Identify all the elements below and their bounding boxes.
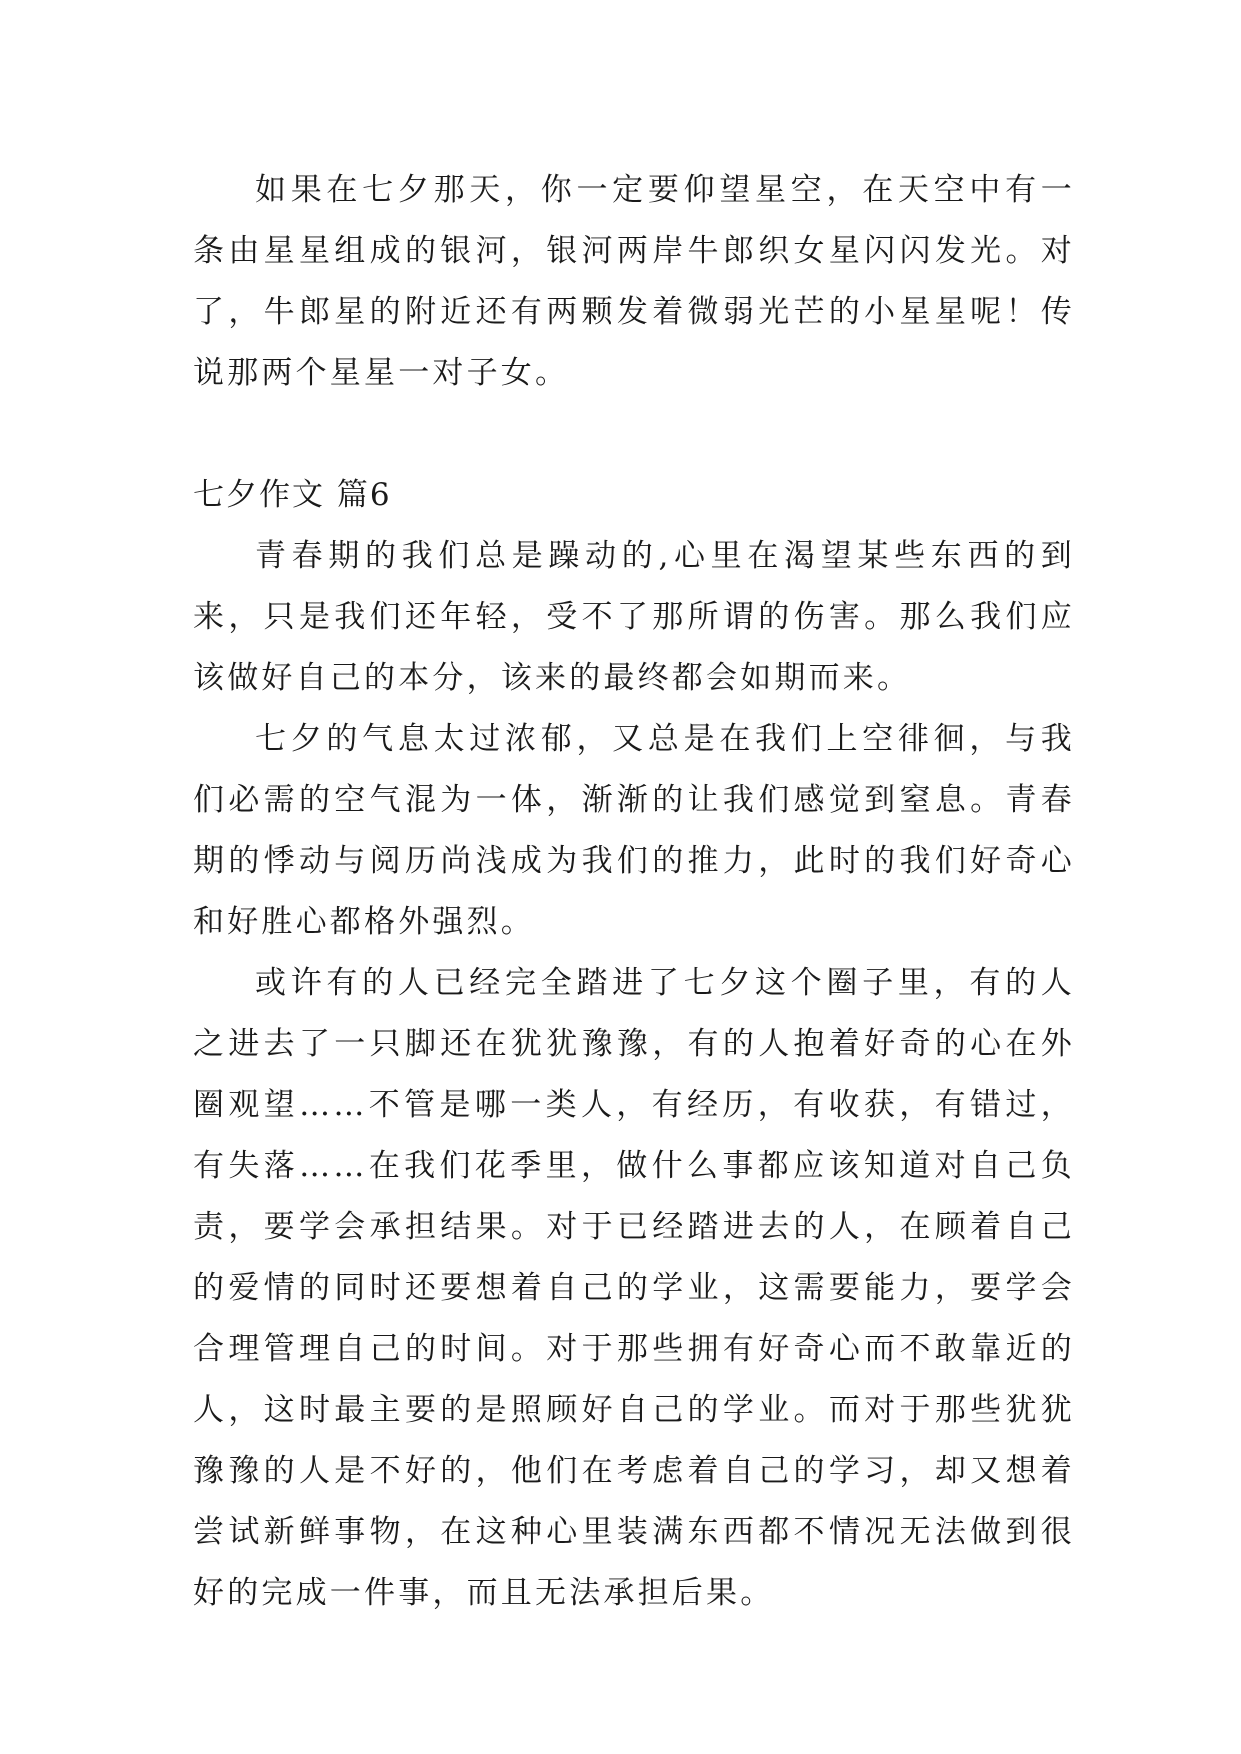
paragraph-3: 或许有的人已经完全踏进了七夕这个圈子里，有的人之进去了一只脚还在犹犹豫豫，有的人抱着好奇的心在外圈观望……不管是哪一类人，有经历，有收获，有错过，有失落……在我们花季里，做什么事都应该知道对自己负责，要学会承担结果。对于已经踏进去的人，在顾着自己的爱情的同时还要想着自己的学业，这需要能力，要学会合理管理自己的时间。对于那些拥有好奇心而不敢靠近的人，这时最主要的是照顾好自己的学业。而对于那些犹犹豫豫的人是不好的，他们在考虑着自己的学习，却又想着尝试新鲜事物，在这种心里装满东西都不情况无法做到很好的完成一件事，而且无法承担后果。 (193, 965, 1075, 1611)
paragraph-1: 青春期的我们总是躁动的,心里在渴望某些东西的到来，只是我们还年轻，受不了那所谓的伤害。那么我们应该做好自己的本分，该来的最终都会如期而来。 (193, 538, 1075, 696)
paragraph-2: 七夕的气息太过浓郁，又总是在我们上空徘徊，与我们必需的空气混为一体，渐渐的让我们感觉到窒息。青春期的悸动与阅历尚浅成为我们的推力，此时的我们好奇心和好胜心都格外强烈。 (193, 721, 1075, 940)
section-heading: 七夕作文 篇6 (193, 477, 392, 513)
document-body (193, 160, 1075, 1624)
paragraph-intro: 如果在七夕那天，你一定要仰望星空，在天空中有一条由星星组成的银河，银河两岸牛郎织女星闪闪发光。对了，牛郎星的附近还有两颗发着微弱光芒的小星星呢！传说那两个星星一对子女。 (193, 172, 1075, 391)
